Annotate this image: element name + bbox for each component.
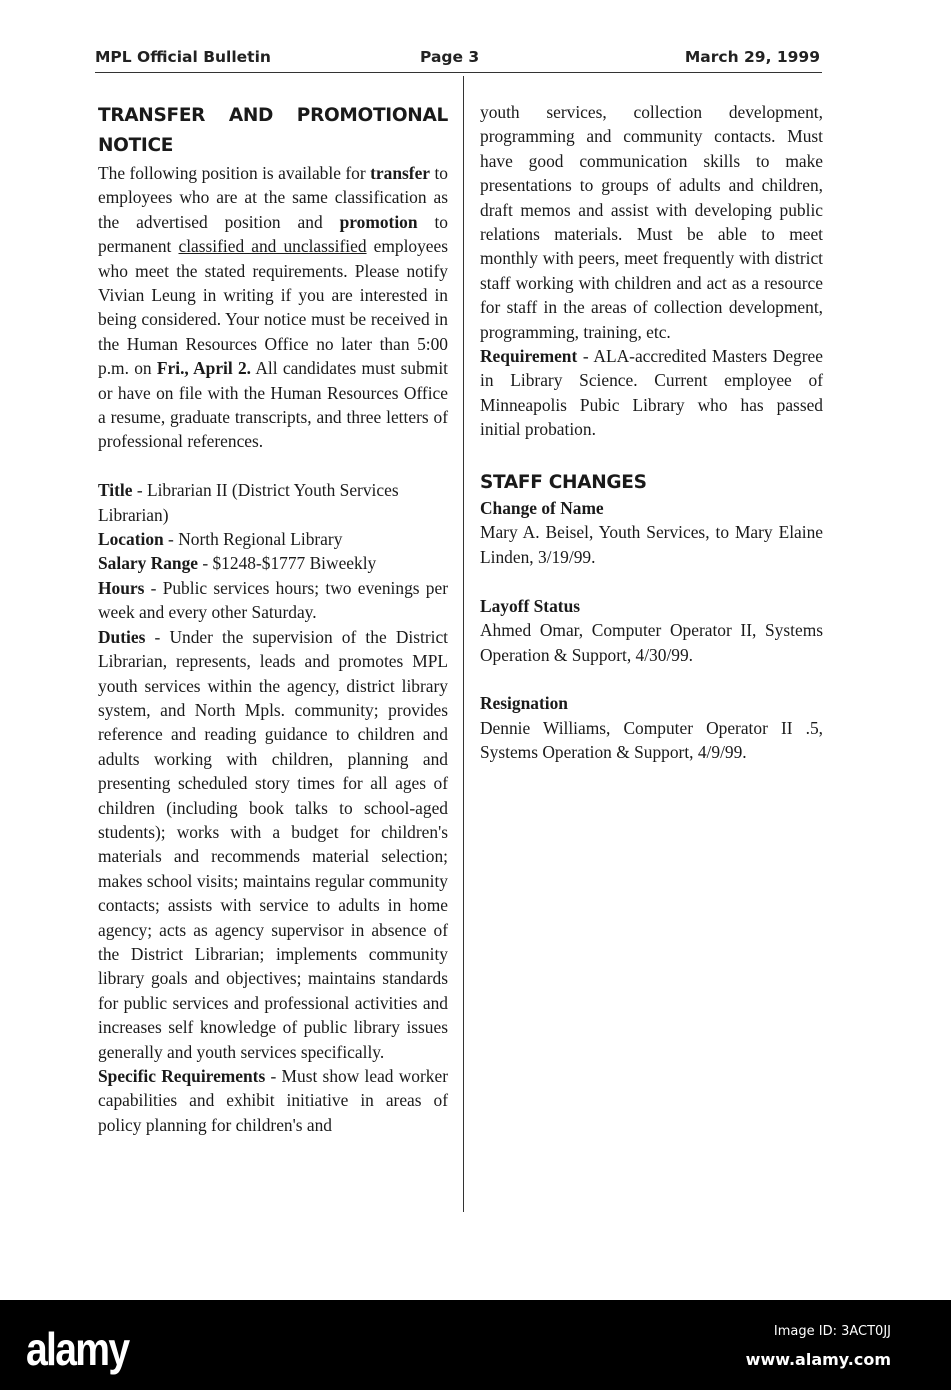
field-value: - North Regional Library — [163, 529, 343, 550]
field-duties — [98, 625, 448, 1064]
text: All candidates must submit or have on file with the Human Resources Office a resume, graduate transcripts, and three letters of professional references. — [98, 358, 448, 452]
field-value: - Public services hours; two evenings per week and every other Saturday. — [98, 577, 448, 623]
field-label: Salary Range — [98, 553, 198, 574]
left-column — [98, 101, 448, 1137]
alamy-logo: alamy — [26, 1323, 129, 1375]
section-text: Dennie Williams, Computer Operator II .5, Systems Operation & Support, 4/9/99. — [480, 717, 823, 763]
section-text: Mary A. Beisel, Youth Services, to Mary Elaine Linden, 3/19/99. — [480, 522, 823, 567]
notice-heading: TRANSFER AND PROMOTIONAL NOTICE — [98, 105, 448, 156]
field-specific-requirements — [98, 1064, 448, 1137]
field-value: - Under the supervision of the District Librarian, represents, leads and promotes MPL youth services within the agency, district library system, and North Mpls. community; provides reference and reading guidance to children and adults working with children, planning and presenting scheduled story times for all ages of children (including book talks to school-aged students); works with a budget for children's materials and recommends material selection; makes school visits; maintains regular community contacts; assists with service to adults in home agency; acts as agency supervisor in absence of the District Librarian; implements community library goals and objectives; maintains standards for public services and professional activities and increases self knowledge of public library issues generally and youth services specifically. — [98, 626, 448, 1062]
right-column — [480, 100, 823, 765]
text: to permanent — [98, 211, 449, 257]
field-label: Title — [98, 480, 133, 501]
running-header — [95, 46, 820, 70]
watermark-bar — [0, 1300, 951, 1390]
field-hours — [98, 576, 448, 625]
field-label: Location — [98, 529, 164, 550]
image-id: Image ID: 3ACT0JJ — [773, 1324, 891, 1339]
deadline: Fri., April 2. — [156, 358, 252, 379]
requirements-continuation: youth services, collection development, programming and community contacts. Must have good communication skills to make presentations to groups of adults and children, draft memos and assist with developing public relations materials. Must be able to meet monthly with peers, meet frequently with district staff working with children and act as a resource for staff in the areas of collection development, programming, training, etc. — [480, 102, 823, 342]
watermark-url: www.alamy.com — [745, 1350, 891, 1369]
section-text: Ahmed Omar, Computer Operator II, Systems Operation & Support, 4/30/99. — [480, 620, 823, 665]
field-value: - Must show lead worker capabilities and exhibit initiative in areas of policy planning for children's and — [98, 1066, 448, 1135]
field-label: Requirement — [480, 346, 578, 367]
field-label: Hours — [98, 577, 145, 598]
field-label: Duties — [98, 626, 146, 647]
text: employees who meet the stated requirements. Please notify Vivian Leung in writing if you are interested in being considered. Your notice must be received in the Human Resources Office no later than 5:00 p.m. on — [98, 236, 449, 379]
notice-intro — [98, 161, 448, 454]
section-title: Resignation — [480, 693, 568, 714]
emphasis: transfer — [370, 163, 431, 183]
staff-changes-heading: STAFF CHANGES — [480, 472, 647, 494]
page-number: Page 3 — [420, 48, 480, 66]
field-requirement — [480, 344, 823, 442]
text: The following position is available for — [98, 163, 371, 183]
header-rule — [95, 72, 822, 73]
field-label: Specific Requirements — [98, 1066, 266, 1087]
column-divider — [463, 76, 464, 1212]
publication-name: MPL Official Bulletin — [95, 48, 271, 66]
field-location — [98, 527, 448, 551]
text: to employees who are at the same classification as the advertised position and — [98, 163, 449, 232]
field-value: - Librarian II (District Youth Services Librarian) — [98, 480, 399, 525]
section-title: Layoff Status — [480, 595, 581, 616]
issue-date: March 29, 1999 — [684, 48, 820, 66]
underlined-text: classified and unclassified — [178, 236, 367, 257]
section-title: Change of Name — [480, 498, 604, 519]
field-value: - ALA-accredited Masters Degree in Library Science. Current employee of Minneapolis Pubic Library who has passed initial probation. — [480, 346, 823, 440]
field-title — [98, 478, 448, 527]
emphasis: promotion — [339, 211, 418, 232]
field-salary — [98, 551, 448, 575]
field-value: - $1248-$1777 Biweekly — [198, 553, 377, 574]
